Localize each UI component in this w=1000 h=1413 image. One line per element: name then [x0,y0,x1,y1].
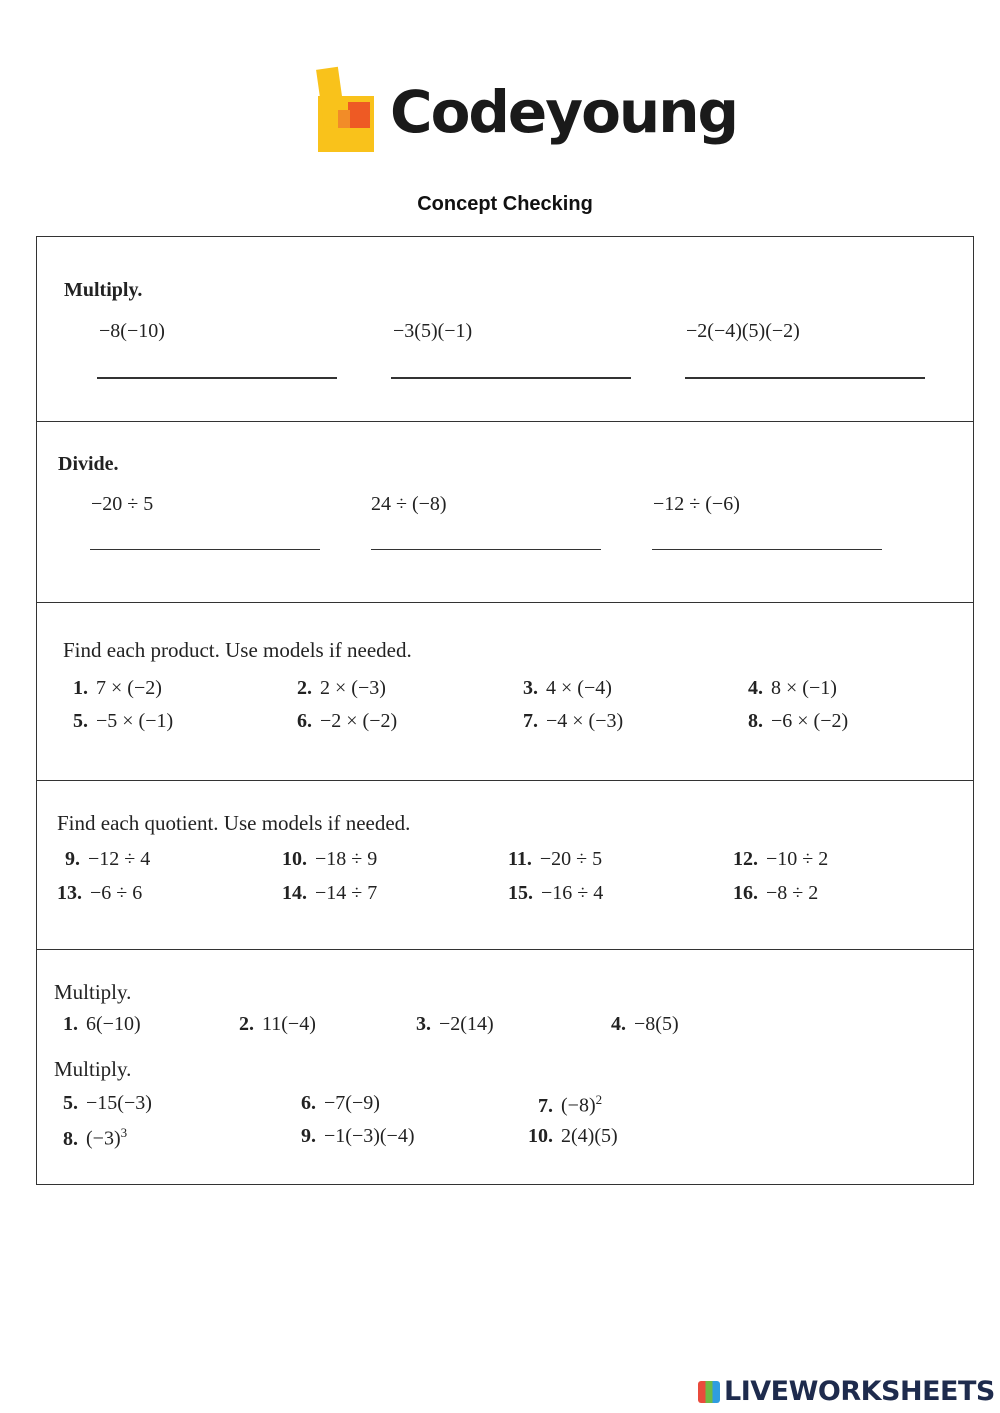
section-heading: Find each quotient. Use models if needed. [57,811,411,835]
liveworksheets-logo-icon [698,1381,720,1403]
problem: 16. −8 ÷ 2 [733,882,819,904]
problem: 8. −6 × (−2) [748,710,849,732]
problem: 1. 6(−10) [63,1013,141,1035]
codeyoung-logo [312,66,738,166]
section-multiply-1 [36,236,974,422]
problem: 5. −5 × (−1) [73,710,174,732]
problem: −20 ÷ 5 [91,493,154,515]
problem: 8. $(-3)^3$ [63,1125,128,1150]
problem: 6. −7(−9) [301,1092,380,1114]
problem: 24 ÷ (−8) [371,493,447,515]
problem: −3(5)(−1) [393,320,473,342]
answer-line[interactable] [685,377,925,379]
problem: 7. $(-8)^2$ [538,1092,603,1117]
section-divide [36,421,974,603]
problem: 2. 11(−4) [239,1013,316,1035]
problem: −12 ÷ (−6) [653,493,740,515]
logo-wordmark: Codeyoung [390,78,738,146]
section-heading: Multiply. [64,279,143,301]
codeyoung-logo-mark-icon [312,66,382,156]
problem: 9. −12 ÷ 4 [65,848,151,870]
problem: 3. −2(14) [416,1013,494,1035]
problem: 3. 4 × (−4) [523,677,612,699]
answer-line[interactable] [391,377,631,379]
problem: −2(−4)(5)(−2) [686,320,800,342]
problem: 13. −6 ÷ 6 [57,882,143,904]
section-heading: Multiply. [54,980,132,1004]
answer-line[interactable] [97,377,337,379]
problem: 15. −16 ÷ 4 [508,882,604,904]
problem: 9. −1(−3)(−4) [301,1125,415,1147]
answer-line[interactable] [371,549,601,550]
problem: 4. −8(5) [611,1013,679,1035]
problem: 11. −20 ÷ 5 [508,848,603,870]
answer-line[interactable] [90,549,320,550]
problem: 5. −15(−3) [63,1092,152,1114]
problem: 6. −2 × (−2) [297,710,398,732]
section-quotients [36,780,974,950]
problem: 10. −18 ÷ 9 [282,848,378,870]
section-heading: Divide. [58,453,119,475]
answer-line[interactable] [652,549,882,550]
problem: 12. −10 ÷ 2 [733,848,829,870]
problem: 1. 7 × (−2) [73,677,162,699]
section-heading: Multiply. [54,1057,132,1081]
section-heading: Find each product. Use models if needed. [63,638,412,662]
problem: −8(−10) [99,320,165,342]
problem: 14. −14 ÷ 7 [282,882,378,904]
section-multiply-2 [36,949,974,1185]
section-products [36,602,974,781]
problem: 4. 8 × (−1) [748,677,837,699]
liveworksheets-watermark: LIVEWORKSHEETS [698,1376,995,1407]
problem: 7. −4 × (−3) [523,710,624,732]
problem: 10. 2(4)(5) [528,1125,618,1147]
problem: 2. 2 × (−3) [297,677,386,699]
page-title: Concept Checking [417,193,593,215]
